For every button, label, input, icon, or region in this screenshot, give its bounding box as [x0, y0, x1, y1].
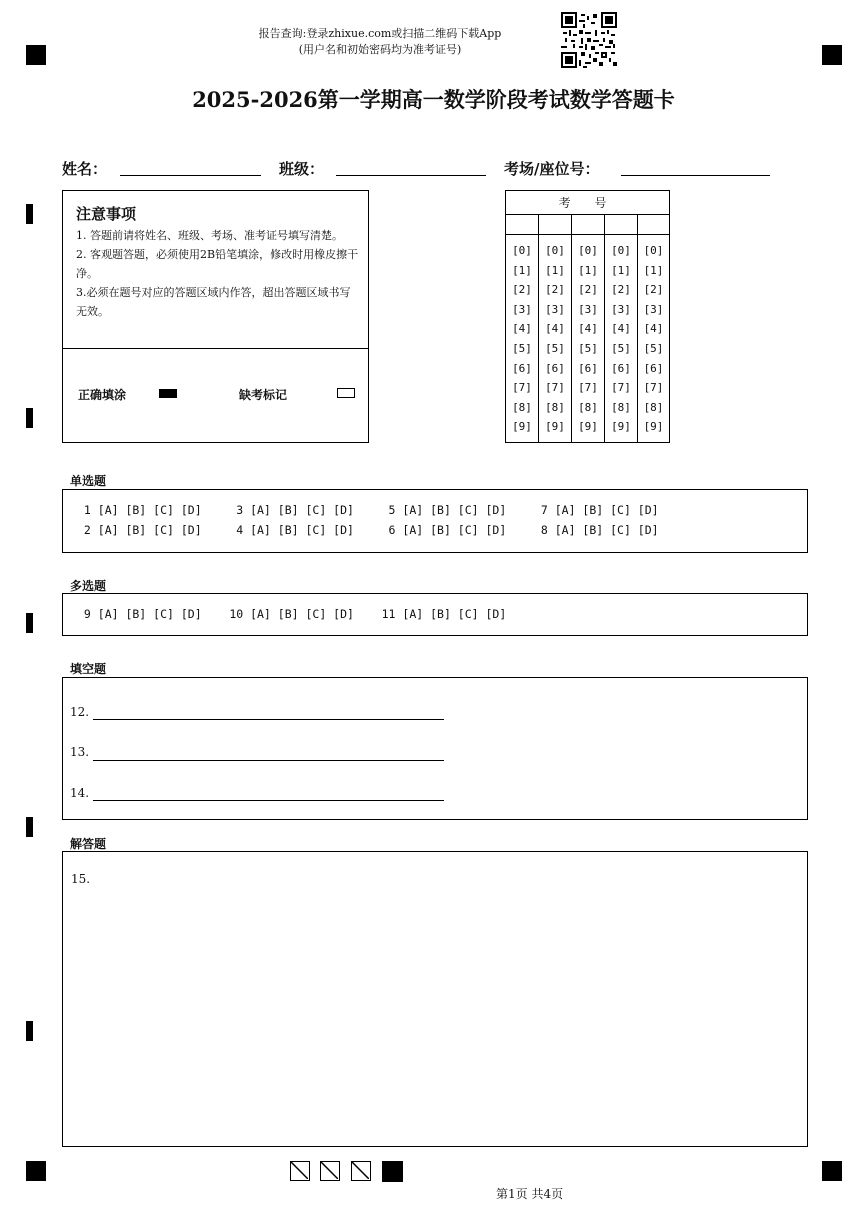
- notice-divider: [63, 348, 368, 349]
- exam-number-write-cell[interactable]: [506, 215, 538, 235]
- timing-mark: [26, 1021, 33, 1041]
- exam-number-digits[interactable]: [0] [1] [2] [3] [4] [5] [6] [7] [8] [9]: [512, 244, 532, 434]
- name-field[interactable]: [120, 175, 261, 176]
- question-14-label: 14.: [70, 786, 90, 800]
- single-choice-row[interactable]: 1 [A] [B] [C] [D] 3 [A] [B] [C] [D] 5 [A] [B] [C] [D] 7 [A] [B] [C] [D]: [77, 503, 659, 517]
- notice-item: 2. 客观题答题，必须使用2B铅笔填涂，修改时用橡皮擦干净。: [76, 248, 359, 280]
- question-14-answer-line[interactable]: [93, 800, 444, 801]
- timing-mark: [26, 817, 33, 837]
- fill-blank-label: 填空题: [70, 662, 107, 676]
- single-choice-box: [62, 489, 808, 553]
- alignment-mark-bottom-right: [822, 1161, 842, 1181]
- notice-item: 1. 答题前请将姓名、班级、考场、准考证号填写清楚。: [76, 229, 343, 242]
- fill-blank-box: [62, 677, 808, 820]
- single-choice-label: 单选题: [70, 474, 107, 488]
- exam-number-digits[interactable]: [0] [1] [2] [3] [4] [5] [6] [7] [8] [9]: [643, 244, 664, 434]
- alignment-mark-bottom-left: [26, 1161, 46, 1181]
- seat-label: 考场/座位号：: [504, 160, 600, 178]
- hatch-mark-icon: [290, 1161, 310, 1181]
- question-13-label: 13.: [70, 745, 90, 759]
- hatch-mark-icon: [351, 1161, 371, 1181]
- report-query-text: 报告查询:登录zhixue.com或扫描二维码下载App: [258, 27, 502, 40]
- name-label: 姓名：: [62, 160, 108, 178]
- solid-page-mark: [382, 1161, 403, 1182]
- notice-item: 3.必须在题号对应的答题区域内作答，超出答题区域书写无效。: [76, 286, 351, 318]
- timing-mark: [26, 204, 33, 224]
- exam-number-write-cell[interactable]: [572, 215, 604, 235]
- exam-number-write-cell[interactable]: [638, 215, 669, 235]
- multi-choice-row[interactable]: 9 [A] [B] [C] [D] 10 [A] [B] [C] [D] 11 [A] [B] [C] [D]: [77, 607, 507, 621]
- exam-number-digits[interactable]: [0] [1] [2] [3] [4] [5] [6] [7] [8] [9]: [578, 244, 598, 434]
- exam-number-write-cell[interactable]: [605, 215, 637, 235]
- notice-title: 注意事项: [76, 205, 137, 223]
- question-12-answer-line[interactable]: [93, 719, 444, 720]
- alignment-mark-top-left: [26, 45, 46, 65]
- login-hint-text: (用户名和初始密码均为准考证号): [298, 43, 462, 56]
- answer-section-label: 解答题: [70, 837, 107, 851]
- exam-number-column[interactable]: [605, 215, 638, 443]
- exam-number-grid: [505, 190, 670, 443]
- page-title: 2025-2026第一学期高一数学阶段考试数学答题卡: [192, 87, 675, 112]
- exam-number-column[interactable]: [539, 215, 572, 443]
- seat-field[interactable]: [621, 175, 770, 176]
- hatch-mark-icon: [320, 1161, 340, 1181]
- answer-box[interactable]: [62, 851, 808, 1147]
- class-label: 班级：: [279, 160, 325, 178]
- multi-choice-label: 多选题: [70, 579, 107, 593]
- qr-code-icon[interactable]: [561, 12, 617, 68]
- absent-mark-label: 缺考标记: [239, 388, 288, 402]
- page-indicator: 第1页 共4页: [496, 1187, 564, 1201]
- exam-number-digits[interactable]: [0] [1] [2] [3] [4] [5] [6] [7] [8] [9]: [545, 244, 565, 434]
- notice-items: [76, 226, 361, 321]
- question-12-label: 12.: [70, 705, 90, 719]
- exam-number-write-cell[interactable]: [539, 215, 571, 235]
- class-field[interactable]: [336, 175, 486, 176]
- absent-mark-box[interactable]: [337, 388, 355, 398]
- exam-number-column[interactable]: [638, 215, 669, 443]
- single-choice-row[interactable]: 2 [A] [B] [C] [D] 4 [A] [B] [C] [D] 6 [A] [B] [C] [D] 8 [A] [B] [C] [D]: [77, 523, 659, 537]
- exam-number-column[interactable]: [572, 215, 605, 443]
- question-15-label: 15.: [71, 872, 91, 886]
- exam-number-header: 考 号: [506, 191, 669, 215]
- alignment-mark-top-right: [822, 45, 842, 65]
- exam-number-digits[interactable]: [0] [1] [2] [3] [4] [5] [6] [7] [8] [9]: [611, 244, 631, 434]
- correct-fill-sample: [159, 389, 177, 398]
- correct-fill-label: 正确填涂: [78, 388, 127, 402]
- timing-mark: [26, 613, 33, 633]
- question-13-answer-line[interactable]: [93, 760, 444, 761]
- multi-choice-box: [62, 593, 808, 636]
- exam-number-column[interactable]: [506, 215, 539, 443]
- notice-box: [62, 190, 369, 443]
- timing-mark: [26, 408, 33, 428]
